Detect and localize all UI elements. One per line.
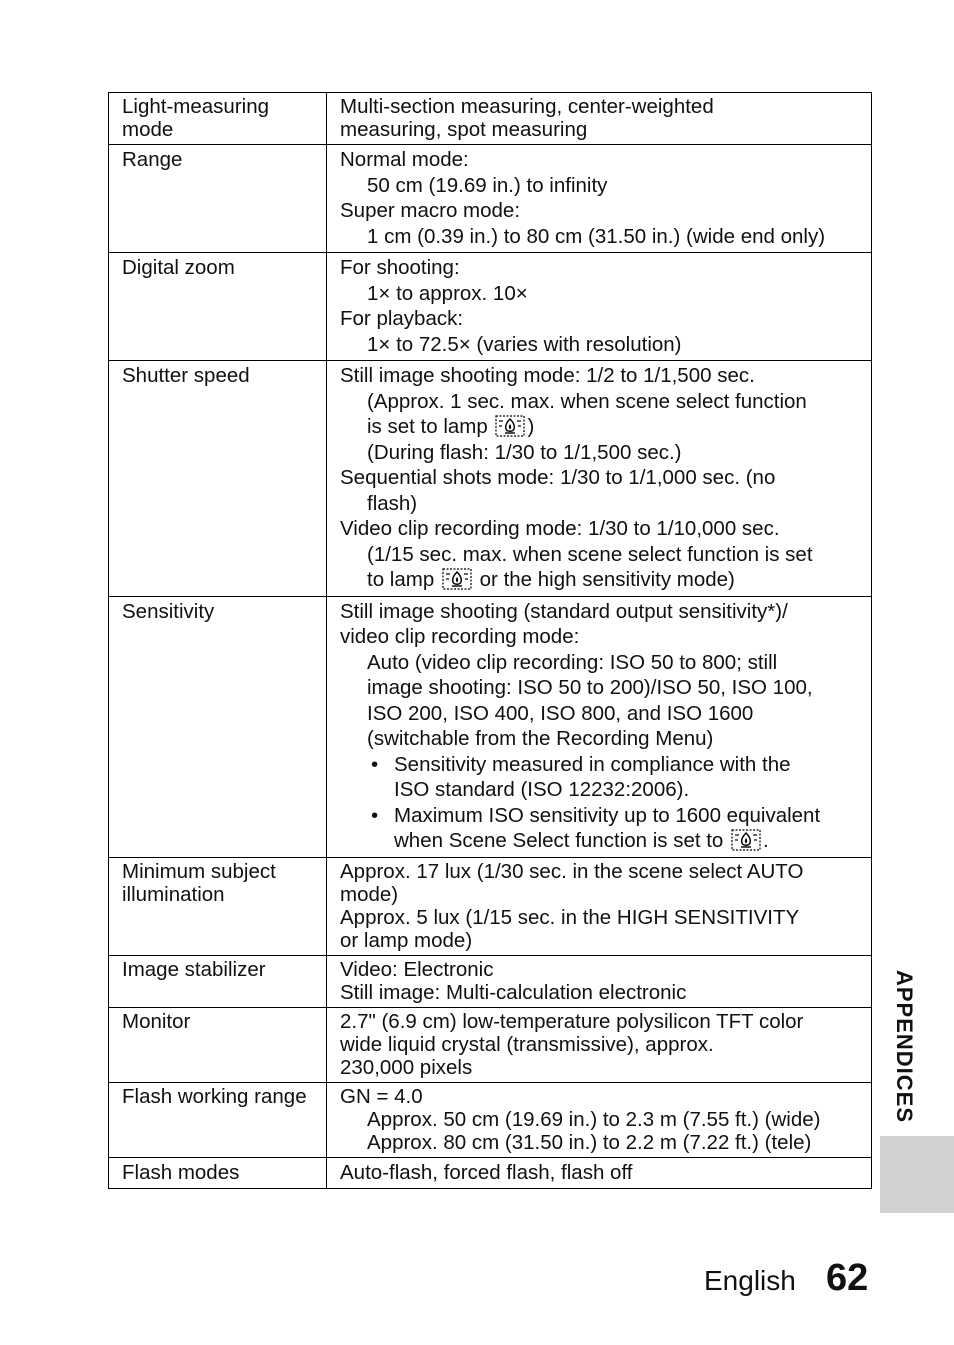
spec-line: Still image: Multi-calculation electronic bbox=[340, 980, 687, 1004]
spec-label: Flash working range bbox=[109, 1082, 327, 1157]
spec-line: video clip recording mode: bbox=[340, 625, 580, 648]
spec-label: Range bbox=[109, 145, 327, 253]
section-side-label bbox=[881, 962, 927, 1132]
page-number: 62 bbox=[826, 1257, 869, 1299]
spec-line: Video: Electronic bbox=[340, 957, 494, 981]
spec-value bbox=[327, 596, 872, 857]
spec-line: GN = 4.0 bbox=[340, 1084, 423, 1108]
spec-line: ISO 200, ISO 400, ISO 800, and ISO 1600 bbox=[367, 701, 754, 725]
spec-text: when Scene Select function is set to bbox=[394, 829, 724, 852]
spec-label: Minimum subject illumination bbox=[109, 857, 327, 955]
spec-line bbox=[340, 567, 859, 593]
spec-line: Normal mode: bbox=[340, 148, 469, 171]
section-side-text: APPENDICES bbox=[892, 970, 917, 1124]
spec-label: Digital zoom bbox=[109, 253, 327, 361]
spec-table bbox=[108, 92, 872, 1189]
spec-line: flash) bbox=[367, 491, 418, 515]
spec-line: Still image shooting mode: 1/2 to 1/1,500 sec. bbox=[340, 364, 755, 387]
spec-line: Super macro mode: bbox=[340, 199, 521, 222]
spec-value bbox=[327, 1007, 872, 1082]
spec-line: Approx. 50 cm (19.69 in.) to 2.3 m (7.55 ft.) (wide) bbox=[367, 1107, 821, 1131]
spec-line: Still image shooting (standard output sensitivity*)/ bbox=[340, 599, 788, 623]
spec-line bbox=[340, 828, 859, 854]
spec-line: 50 cm (19.69 in.) to infinity bbox=[367, 173, 608, 197]
spec-line: For shooting: bbox=[340, 256, 460, 279]
spec-text: Sensitivity measured in compliance with the bbox=[394, 752, 791, 776]
spec-line: Approx. 5 lux (1/15 sec. in the HIGH SENSITIVITY bbox=[340, 905, 800, 929]
spec-line: For playback: bbox=[340, 307, 464, 330]
section-tab bbox=[880, 1136, 954, 1213]
spec-label: Monitor bbox=[109, 1007, 327, 1082]
spec-line: Approx. 80 cm (31.50 in.) to 2.2 m (7.22 ft.) (tele) bbox=[367, 1130, 812, 1154]
spec-text: ) bbox=[527, 415, 535, 438]
spec-line: (During flash: 1/30 to 1/1,500 sec.) bbox=[367, 440, 682, 464]
spec-line: Sequential shots mode: 1/30 to 1/1,000 sec. (no bbox=[340, 466, 776, 489]
spec-line: image shooting: ISO 50 to 200)/ISO 50, ISO 100, bbox=[367, 676, 813, 699]
spec-value bbox=[327, 145, 872, 253]
table-row bbox=[109, 857, 872, 955]
table-row bbox=[109, 1007, 872, 1082]
lamp-scene-icon bbox=[442, 568, 472, 590]
spec-line: Approx. 17 lux (1/30 sec. in the scene select AUTO bbox=[340, 859, 804, 883]
spec-line: 1 cm (0.39 in.) to 80 cm (31.50 in.) (wide end only) bbox=[367, 224, 826, 248]
table-row bbox=[109, 1082, 872, 1157]
table-row bbox=[109, 93, 872, 145]
spec-line: 2.7" (6.9 cm) low-temperature polysilicon TFT color bbox=[340, 1009, 804, 1033]
lamp-scene-icon bbox=[495, 415, 525, 437]
bullet-marker: • bbox=[371, 752, 379, 776]
spec-line bbox=[340, 414, 859, 440]
spec-value bbox=[327, 1082, 872, 1157]
table-row bbox=[109, 596, 872, 857]
table-row bbox=[109, 1157, 872, 1189]
spec-value bbox=[327, 857, 872, 955]
table-row bbox=[109, 955, 872, 1007]
spec-value bbox=[327, 93, 872, 145]
spec-line: ISO standard (ISO 12232:2006). bbox=[394, 778, 690, 801]
spec-text: or the high sensitivity mode) bbox=[479, 568, 735, 591]
spec-line: (1/15 sec. max. when scene select function is set bbox=[367, 542, 813, 566]
spec-line: wide liquid crystal (transmissive), approx. bbox=[340, 1032, 714, 1056]
spec-value bbox=[327, 955, 872, 1007]
spec-line: 230,000 pixels bbox=[340, 1055, 473, 1079]
bullet-item bbox=[340, 752, 859, 778]
spec-label: Flash modes bbox=[109, 1157, 327, 1189]
spec-text: . bbox=[763, 829, 769, 852]
table-row bbox=[109, 361, 872, 597]
spec-label: Shutter speed bbox=[109, 361, 327, 597]
spec-text: Maximum ISO sensitivity up to 1600 equivalent bbox=[394, 803, 821, 827]
spec-value bbox=[327, 253, 872, 361]
spec-label: Light-measuring mode bbox=[109, 93, 327, 145]
spec-value bbox=[327, 1157, 872, 1189]
bullet-item bbox=[340, 803, 859, 829]
table-row bbox=[109, 145, 872, 253]
spec-line: measuring, spot measuring bbox=[340, 118, 588, 141]
bullet-marker: • bbox=[371, 803, 379, 827]
spec-line: Multi-section measuring, center-weighted bbox=[340, 95, 714, 118]
lamp-scene-icon bbox=[731, 829, 761, 851]
table-row bbox=[109, 253, 872, 361]
spec-label: Sensitivity bbox=[109, 596, 327, 857]
spec-text: to lamp bbox=[367, 568, 435, 591]
spec-text: is set to lamp bbox=[367, 415, 488, 438]
spec-line: 1× to approx. 10× bbox=[367, 281, 528, 305]
spec-line: Auto (video clip recording: ISO 50 to 800; still bbox=[367, 650, 778, 674]
footer-language: English bbox=[704, 1265, 796, 1296]
spec-line: Auto-flash, forced flash, flash off bbox=[340, 1160, 633, 1184]
spec-label: Image stabilizer bbox=[109, 955, 327, 1007]
spec-line: 1× to 72.5× (varies with resolution) bbox=[367, 332, 682, 356]
spec-line: (switchable from the Recording Menu) bbox=[367, 727, 714, 750]
spec-line: Video clip recording mode: 1/30 to 1/10,000 sec. bbox=[340, 517, 780, 540]
spec-line: or lamp mode) bbox=[340, 928, 473, 952]
spec-line: mode) bbox=[340, 882, 399, 906]
spec-value bbox=[327, 361, 872, 597]
spec-line: (Approx. 1 sec. max. when scene select function bbox=[367, 389, 807, 413]
